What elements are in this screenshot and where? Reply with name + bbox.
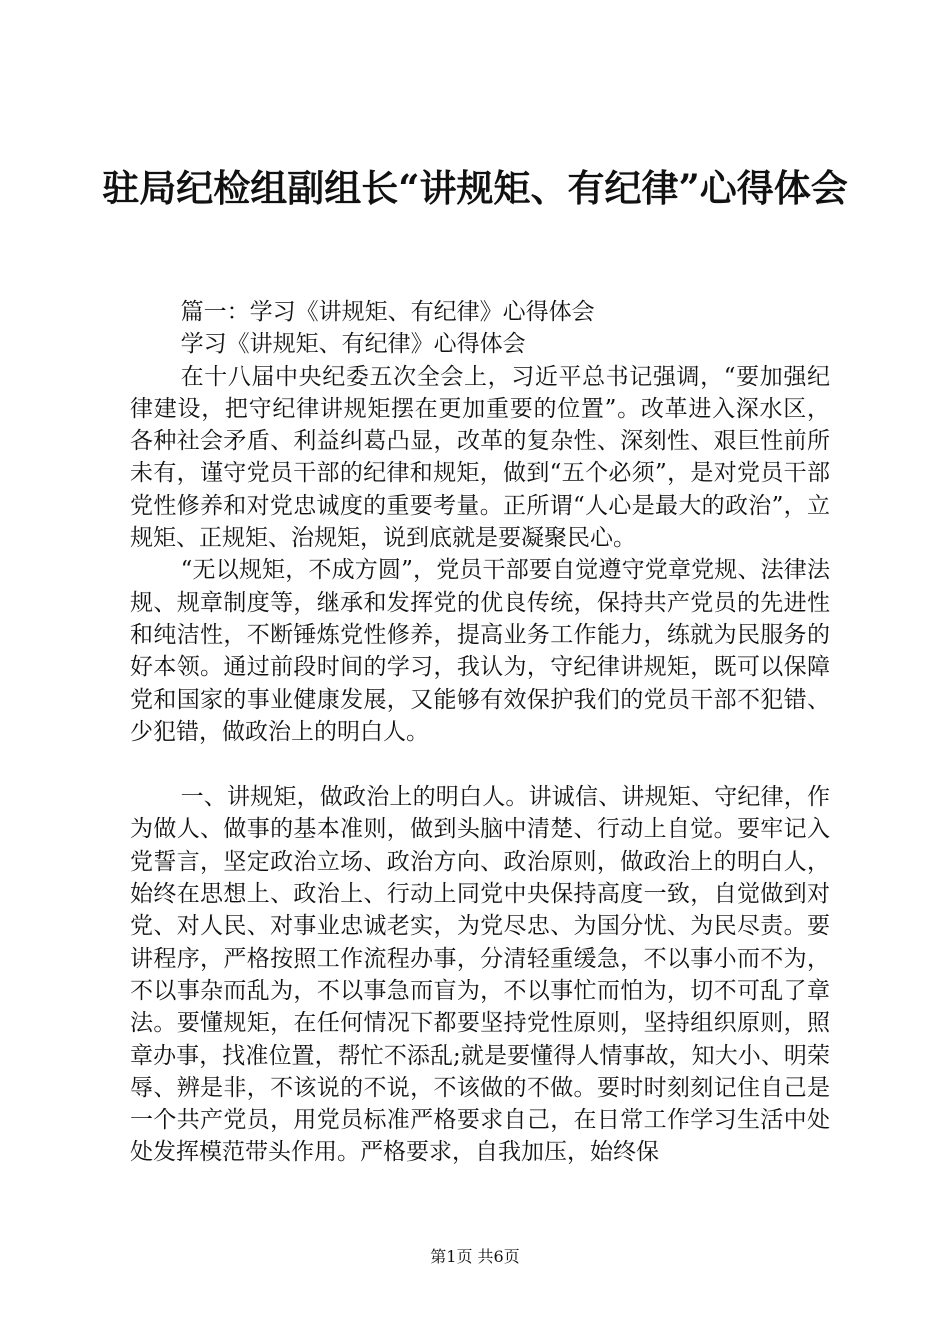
- body-paragraph: “无以规矩，不成方圆”，党员干部要自觉遵守党章党规、法律法规、规章制度等，继承和发挥党的优良传统，保持共产党员的先进性和纯洁性，不断锤炼党性修养，提高业务工作能力，练就为民服务的好本领。通过前段时间的学习，我认为，守纪律讲规矩，既可以保障党和国家的事业健康发展，又能够有效保护我们的党员干部不犯错、少犯错，做政治上的明白人。: [130, 557, 830, 745]
- body-paragraph: 一、讲规矩，做政治上的明白人。讲诚信、讲规矩、守纪律，作为做人、做事的基本准则，做到头脑中清楚、行动上自觉。要牢记入党誓言，坚定政治立场、政治方向、政治原则，做政治上的明白人，始终在思想上、政治上、行动上同党中央保持高度一致，自觉做到对党、对人民、对事业忠诚老实，为党尽忠、为国分忧、为民尽责。要讲程序，严格按照工作流程办事，分清轻重缓急，不以事小而不为，不以事杂而乱为，不以事急而盲为，不以事忙而怕为，切不可乱了章法。要懂规矩，在任何情况下都要坚持党性原则，坚持组织原则，照章办事，找准位置，帮忙不添乱;就是要懂得人情事故，知大小、明荣辱、辨是非，不该说的不说，不该做的不做。要时时刻刻记住自己是一个共产党员，用党员标准严格要求自己，在日常工作学习生活中处处发挥模范带头作用。严格要求，自我加压，始终保: [130, 784, 830, 1166]
- article-subtitle: 学习《讲规矩、有纪律》心得体会: [180, 331, 526, 358]
- section-heading: 篇一：学习《讲规矩、有纪律》心得体会: [180, 299, 595, 325]
- document-title: 驻局纪检组副组长“讲规矩、有纪律”心得体会: [102, 166, 848, 210]
- body-paragraph: 在十八届中央纪委五次全会上，习近平总书记强调，“要加强纪律建设，把守纪律讲规矩摆在更加重要的位置”。改革进入深水区，各种社会矛盾、利益纠葛凸显，改革的复杂性、深刻性、艰巨性前所未有，谨守党员干部的纪律和规矩，做到“五个必须”，是对党员干部党性修养和对党忠诚度的重要考量。正所谓“人心是最大的政治”，立规矩、正规矩、治规矩，说到底就是要凝聚民心。: [130, 363, 830, 552]
- document-body: [130, 296, 830, 1169]
- page-footer: 第1页 共6页: [430, 1247, 520, 1266]
